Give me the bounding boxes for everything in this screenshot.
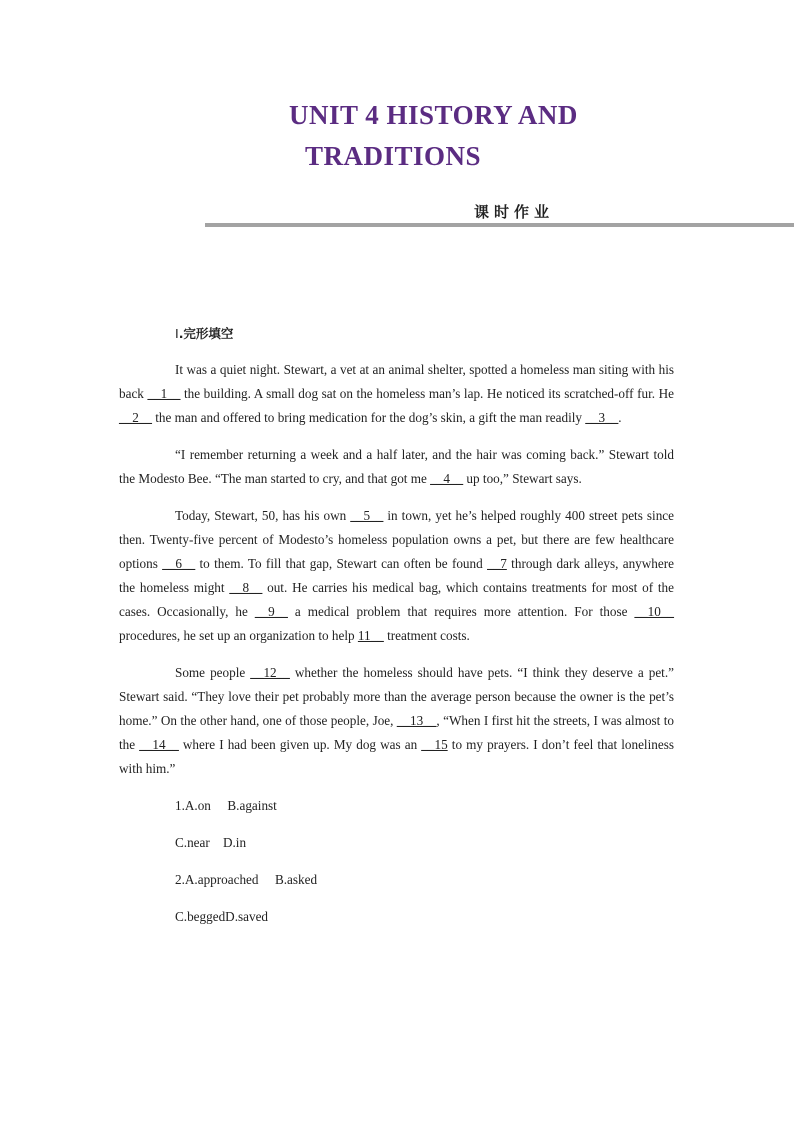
section-number: Ⅰ xyxy=(175,327,179,341)
passage-paragraph-1 xyxy=(119,358,674,430)
option-line: C.near D.in xyxy=(175,835,247,850)
blank-9: __9__ xyxy=(254,604,288,619)
text-run: treatment costs. xyxy=(383,628,470,643)
text-run: to my prayers. I don’t feel that loneliness with him.” xyxy=(119,737,674,776)
section-heading xyxy=(119,322,674,346)
blank-11: 11__ xyxy=(357,628,384,643)
page-title xyxy=(289,100,578,172)
text-run: up too,” Stewart says. xyxy=(463,471,582,486)
text-run: procedures, he set up an organization to help xyxy=(119,628,358,643)
text-run: the man and offered to bring medication for the dog’s skin, a gift the man readily xyxy=(151,410,586,425)
blank-2: __2__ xyxy=(119,410,152,425)
page-subtitle: 课时作业 xyxy=(474,203,555,221)
blank-1: __1__ xyxy=(147,386,181,401)
option-line: C.beggedD.saved xyxy=(175,909,269,924)
option-line: 2.A.approached B.asked xyxy=(175,872,318,887)
document-body xyxy=(119,322,674,942)
text-run: to them. To fill that gap, Stewart can often be found xyxy=(195,556,488,571)
blank-10: __10__ xyxy=(634,604,674,619)
text-run: in town, yet he’s helped roughly 400 street pets since then. Twenty-five percent of Modesto’s homeless population owns a pet, but there are few healthcare options xyxy=(119,508,675,571)
text-run: . xyxy=(618,410,622,425)
header-divider xyxy=(205,223,794,227)
blank-7: __7 xyxy=(487,556,507,571)
blank-4: __4__ xyxy=(430,471,464,486)
text-run: where I had been given up. My dog was an xyxy=(178,737,422,752)
blank-6: __6__ xyxy=(162,556,196,571)
text-run: Today, Stewart, 50, has his own xyxy=(175,508,351,523)
answer-options xyxy=(119,794,674,929)
blank-12: __12__ xyxy=(250,665,290,680)
blank-8: __8__ xyxy=(229,580,263,595)
text-run: out. He carries his medical bag, which contains treatments for most of the cases. Occasionally, he xyxy=(119,580,675,619)
title-line-2: TRADITIONS xyxy=(305,141,482,171)
passage-paragraph-4 xyxy=(119,661,674,781)
blank-15: __15 xyxy=(421,737,448,752)
section-label: .完形填空 xyxy=(178,326,234,341)
blank-3: __3__ xyxy=(585,410,619,425)
text-run: whether the homeless should have pets. “I think they deserve a pet.” Stewart said. “They love their pet probably more than the average person because the owner is the pet’s home.” On the other hand, one of those people, Joe, xyxy=(119,665,674,728)
title-line-1: UNIT 4 HISTORY AND xyxy=(289,100,578,130)
blank-5: __5__ xyxy=(350,508,384,523)
passage-paragraph-3 xyxy=(119,504,674,648)
text-run: It was a quiet night. Stewart, a vet at an animal shelter, spotted a homeless man siting with his back xyxy=(119,362,674,401)
text-run: through dark alleys, anywhere the homeless might xyxy=(119,556,674,595)
blank-14: __14__ xyxy=(139,737,179,752)
text-run: , “When I first hit the streets, I was almost to the xyxy=(119,713,674,752)
option-line: 1.A.on B.against xyxy=(175,798,277,813)
text-run: Some people xyxy=(175,665,251,680)
text-run: “I remember returning a week and a half later, and the hair was coming back.” Stewart told the Modesto Bee. “The man started to cry, and that got me xyxy=(119,447,674,486)
text-run: a medical problem that requires more attention. For those xyxy=(287,604,635,619)
text-run: the building. A small dog sat on the homeless man’s lap. He noticed its scratched-off fur. He xyxy=(180,386,674,401)
passage-paragraph-2 xyxy=(119,443,674,491)
blank-13: __13__ xyxy=(396,713,437,728)
